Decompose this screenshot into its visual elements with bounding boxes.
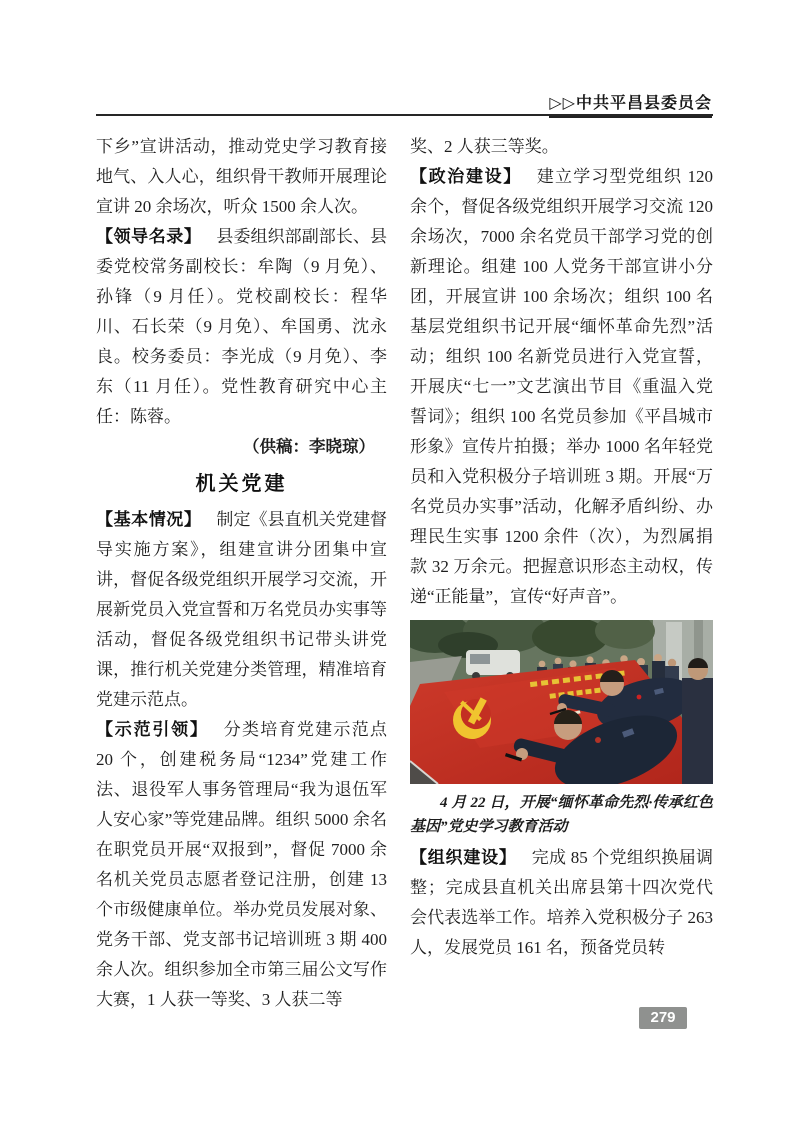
section-heading: 机关党建 xyxy=(195,473,288,495)
photo-figure xyxy=(410,620,713,839)
paragraph-demonstration xyxy=(96,715,387,1015)
paragraph-political-construction xyxy=(410,162,713,612)
paragraph-text: 县委组织部副部长、县委党校常务副校长：牟陶（9 月免）、孙锋（9 月任）。党校副校长：程华川、石长荣（9 月免）、牟国勇、沈永良。校务委员：李光成（9 月免）、李东（11 月任）。党性教育研究中心主任：陈蓉。 xyxy=(96,227,388,426)
entry-label: 【示范引领】 xyxy=(96,720,209,739)
paragraph-continued xyxy=(410,132,713,162)
photo-caption: 4 月 22 日，开展“缅怀革命先烈·传承红色基因”党史学习教育活动 xyxy=(410,795,713,835)
paragraph-continued xyxy=(96,132,387,222)
paragraph-leaders xyxy=(96,222,387,432)
paragraph-text: 制定《县直机关党建督导实施方案》，组建宣讲分团集中宣讲，督促各级党组织开展学习交流，开展新党员入党宣誓和万名党员办实事等活动，督促各级党组织书记带头讲党课，推行机关党建分类管理，精准培育党建示范点。 xyxy=(96,510,388,709)
page-number-badge xyxy=(639,1007,687,1029)
paragraph-organization-construction xyxy=(410,843,713,963)
entry-label: 【领导名录】 xyxy=(96,227,202,246)
paragraph-basic-situation xyxy=(96,505,387,715)
entry-label: 【基本情况】 xyxy=(96,510,202,529)
paragraph-text: 分类培育党建示范点 20 个，创建税务局“1234”党建工作法、退役军人事务管理局“我为退伍军人安心家”等党建品牌。组织 5000 余名在职党员开展“双报到”，督促 7000 余名机关党员志愿者登记注册，创建 13 个市级健康单位。举办党员发展对象、党务干部、党支部书记培训班 3 期 400 余人次。组织参加全市第三届公文写作大赛，1 人获一等奖、3 人获二等 xyxy=(96,720,388,1009)
page-number: 279 xyxy=(650,1009,676,1026)
header-rule xyxy=(96,114,713,116)
left-column xyxy=(96,132,387,1015)
entry-label: 【组织建设】 xyxy=(410,848,517,867)
photo-banner-signing xyxy=(410,620,713,784)
right-column xyxy=(410,132,713,963)
paragraph-text: 建立学习型党组织 120 余个，督促各级党组织开展学习交流 120 余场次，7000 余名党员干部学习党的创新理论。组建 100 人党务干部宣讲小分团，开展宣讲 100 余场次；组织 100 名基层党组织书记开展“缅怀革命先烈”活动；组织 100 名新党员进行入党宣誓，开展庆“七一”文艺演出节目《重温入党誓词》；组织 100 名党员参加《平昌城市形象》宣传片拍摄；举办 1000 名年轻党员和入党积极分子培训班 3 期。开展“万名党员办实事”活动，化解矛盾纠纷、办理民生实事 1200 余件（次），为烈属捐款 32 万余元。把握意识形态主动权，传递“正能量”，宣传“好声音”。 xyxy=(410,167,714,606)
byline: （供稿：李晓琼） xyxy=(243,437,375,456)
paragraph-text: 奖、2 人获三等奖。 xyxy=(410,137,559,156)
paragraph-text: 下乡”宣讲活动，推动党史学习教育接地气、入人心，组织骨干教师开展理论宣讲 20 余场次，听众 1500 余人次。 xyxy=(96,137,387,216)
paragraph-text: 完成 85 个党组织换届调整；完成县直机关出席县第十四次党代会代表选举工作。培养入党积极分子 263 人，发展党员 161 名，预备党员转 xyxy=(410,848,713,957)
entry-label: 【政治建设】 xyxy=(410,167,522,186)
running-head-text: ▷▷中共平昌县委员会 xyxy=(549,90,712,118)
